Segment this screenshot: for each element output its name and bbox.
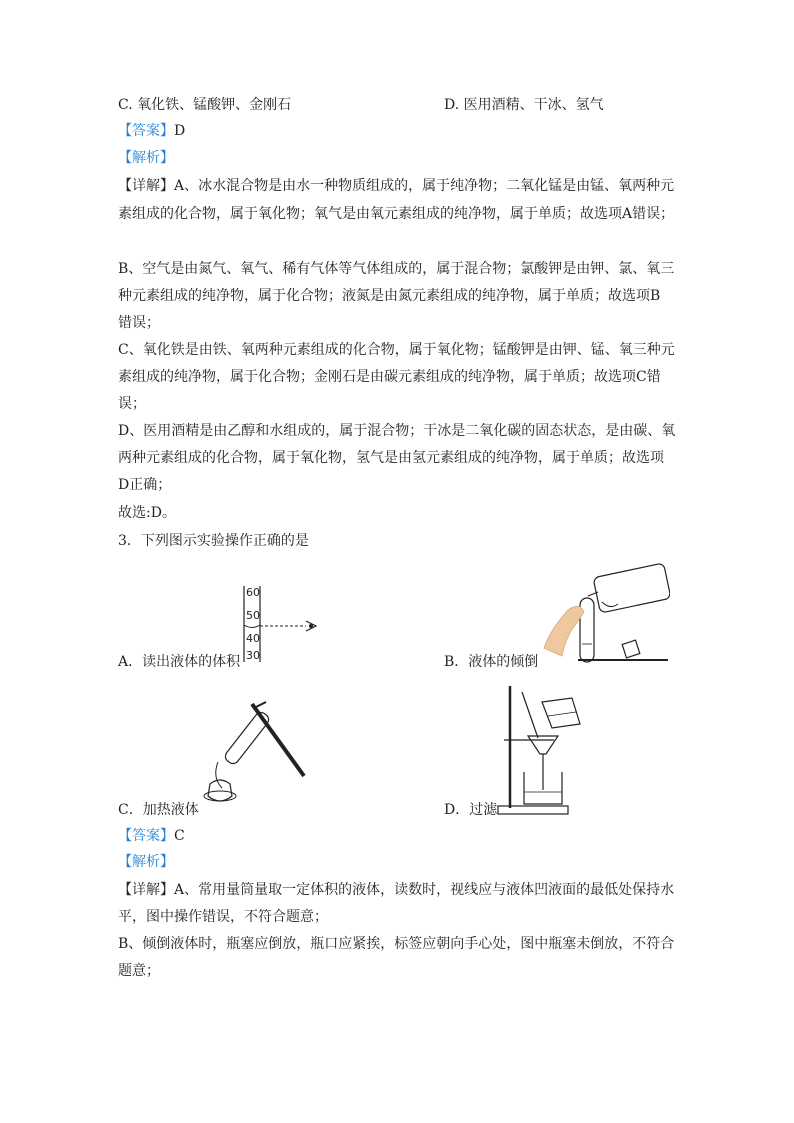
tick-label: 50 bbox=[246, 609, 260, 622]
analysis-tag: 【解析】 bbox=[118, 854, 174, 870]
answer-line-q2 bbox=[118, 121, 185, 141]
option-d-label: D．过滤 bbox=[444, 802, 498, 818]
detail-line: 两种元素组成的化合物，属于氧化物，氢气是由氢元素组成的纯净物，属于单质；故选项 bbox=[118, 450, 664, 466]
option-d-prev: D. 医用酒精、干冰、氢气 bbox=[444, 97, 604, 113]
answer-tag: 【答案】 bbox=[118, 123, 174, 139]
detail-line: 素组成的纯净物，属于化合物；金刚石是由碳元素组成的纯净物，属于单质；故选项C错 bbox=[118, 369, 661, 385]
answer-line-q3 bbox=[118, 826, 185, 846]
detail-line: 种元素组成的纯净物，属于化合物；液氮是由氮元素组成的纯净物，属于单质；故选项B bbox=[118, 288, 661, 304]
detail-line: 题意； bbox=[118, 963, 160, 979]
option-c-label: C．加热液体 bbox=[118, 802, 199, 818]
tick-label: 40 bbox=[246, 632, 260, 645]
answer-tag: 【答案】 bbox=[118, 828, 174, 844]
detail-line: C、氧化铁是由铁、氧两种元素组成的化合物，属于氧化物；锰酸钾是由钾、锰、氧三种元 bbox=[118, 342, 675, 358]
analysis-tag: 【解析】 bbox=[118, 150, 174, 166]
answer-value: C bbox=[174, 828, 185, 844]
detail-line: 误； bbox=[118, 396, 146, 412]
tick-label: 30 bbox=[246, 649, 260, 662]
figure-heat-liquid bbox=[196, 700, 308, 810]
detail-line: 平，图中操作错误，不符合题意； bbox=[118, 909, 328, 925]
question-stem: 3．下列图示实验操作正确的是 bbox=[118, 533, 309, 549]
answer-value: D bbox=[174, 123, 186, 139]
figure-filtration bbox=[494, 684, 590, 816]
detail-line: 【详解】A、常用量筒量取一定体积的液体，读数时，视线应与液体凹液面的最低处保持水 bbox=[118, 882, 675, 898]
figure-read-volume bbox=[232, 584, 332, 666]
detail-line: D、医用酒精是由乙醇和水组成的，属于混合物；干冰是二氧化碳的固态状态，是由碳、氧 bbox=[118, 423, 676, 439]
detail-line: 【详解】A、冰水混合物是由水一种物质组成的，属于纯净物；二氧化锰是由锰、氧两种元 bbox=[118, 178, 675, 194]
detail-line: B、空气是由氮气、氧气、稀有气体等气体组成的，属于混合物；氯酸钾是由钾、氯、氧三 bbox=[118, 261, 675, 277]
detail-line: 故选:D。 bbox=[118, 505, 176, 521]
option-a-label: A．读出液体的体积 bbox=[118, 654, 241, 670]
detail-line: 素组成的化合物，属于氧化物；氧气是由氧元素组成的纯净物，属于单质；故选项A错误； bbox=[118, 206, 675, 222]
detail-line: 错误； bbox=[118, 315, 160, 331]
detail-tag: 【详解】 bbox=[118, 882, 174, 898]
tick-label: 60 bbox=[246, 586, 260, 599]
option-c-prev: C. 氧化铁、锰酸钾、金刚石 bbox=[118, 97, 292, 113]
detail-line: B、倾倒液体时，瓶塞应倒放，瓶口应紧挨，标签应朝向手心处，图中瓶塞未倒放，不符合 bbox=[118, 936, 675, 952]
option-b-label: B．液体的倾倒 bbox=[444, 654, 539, 670]
detail-line: D正确； bbox=[118, 477, 172, 493]
detail-tag: 【详解】 bbox=[118, 178, 174, 194]
figure-pour-liquid bbox=[540, 560, 670, 664]
